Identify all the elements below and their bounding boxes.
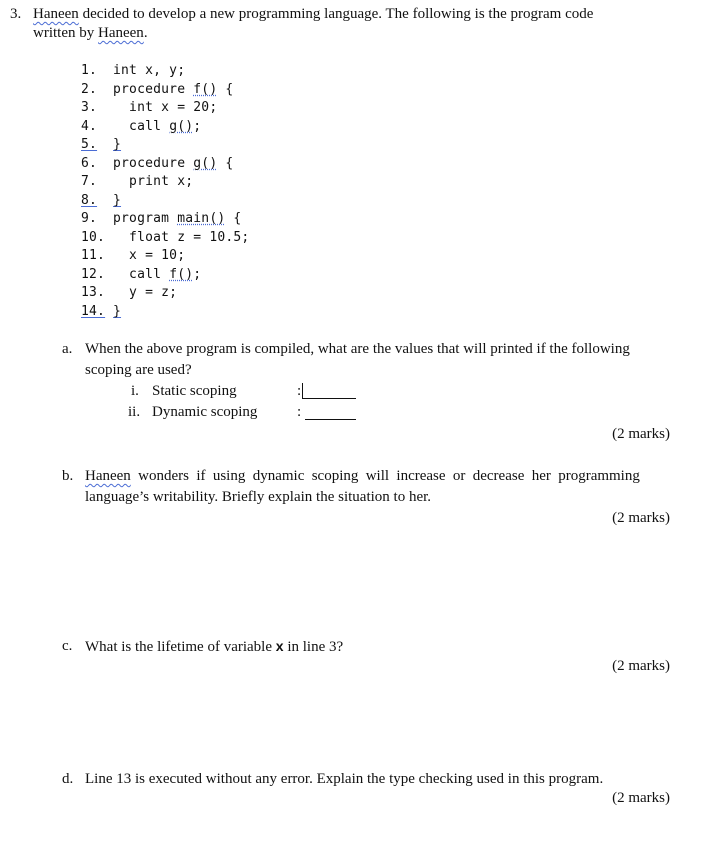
code-line xyxy=(113,174,193,189)
name-haneen: Haneen xyxy=(33,6,79,22)
part-a-item-i-sep: : xyxy=(297,383,302,399)
part-a-item-ii-text: Dynamic scoping xyxy=(152,404,258,420)
code-text: procedure xyxy=(113,82,194,97)
code-text: } xyxy=(113,304,122,319)
part-a-item-ii-num: ii. xyxy=(128,404,141,420)
code-line xyxy=(113,156,233,171)
code-line-number: 8. xyxy=(81,193,98,208)
code-function-name: g() xyxy=(169,119,194,134)
question-intro-line2: written by Haneen. xyxy=(33,25,148,41)
part-c-marks: (2 marks) xyxy=(612,658,670,674)
text-cursor xyxy=(302,383,303,399)
name-haneen-2: Haneen xyxy=(98,25,144,41)
code-line-number: 14. xyxy=(81,304,106,319)
code-text: ; xyxy=(193,267,202,282)
code-line-number: 4. xyxy=(81,119,98,134)
code-line-number: 1. xyxy=(81,63,98,78)
part-a-question-line2: scoping are used? xyxy=(85,362,192,378)
part-a-item-ii-sep: : xyxy=(297,404,302,420)
code-line xyxy=(113,285,177,300)
variable-x: x xyxy=(275,638,284,654)
code-function-name: f() xyxy=(169,267,194,282)
code-line-number: 5. xyxy=(81,137,98,152)
code-text: } xyxy=(113,193,122,208)
code-line xyxy=(113,248,185,263)
code-function-name: f() xyxy=(193,82,218,97)
question-number: 3. xyxy=(10,6,22,22)
code-line-number: 9. xyxy=(81,211,98,226)
part-a-question-line1: When the above program is compiled, what are the values that will printed if the following xyxy=(85,341,630,357)
code-text: call xyxy=(113,267,170,282)
code-line-number: 13. xyxy=(81,285,106,300)
code-text: program xyxy=(113,211,178,226)
code-text: } xyxy=(113,137,122,152)
part-c-label: c. xyxy=(62,638,73,654)
code-text: ; xyxy=(193,119,202,134)
code-line-number: 3. xyxy=(81,100,98,115)
code-line xyxy=(113,230,249,245)
code-text: { xyxy=(217,82,234,97)
part-d-question: Line 13 is executed without any error. Explain the type checking used in this program. xyxy=(85,771,604,787)
part-d-marks: (2 marks) xyxy=(612,790,670,806)
code-line-number: 12. xyxy=(81,267,106,282)
part-b-label: b. xyxy=(62,468,74,484)
code-text: call xyxy=(113,119,170,134)
part-a-label: a. xyxy=(62,341,73,357)
name-haneen-3: Haneen xyxy=(85,468,131,484)
code-line xyxy=(113,193,121,208)
part-b-question-line1: Haneen wonders if using dynamic scoping will increase or decrease her programming xyxy=(85,468,640,484)
code-line-number: 11. xyxy=(81,248,106,263)
code-line xyxy=(113,82,233,97)
code-line xyxy=(113,211,241,226)
code-line-number: 6. xyxy=(81,156,98,171)
code-function-name: main() xyxy=(177,211,226,226)
part-c-question: What is the lifetime of variable x in line 3? xyxy=(85,638,344,655)
code-line xyxy=(113,304,121,319)
code-text: int x = 20; xyxy=(113,100,218,115)
code-text: procedure xyxy=(113,156,194,171)
part-b-question-line2: language’s writability. Briefly explain the situation to her. xyxy=(85,489,432,505)
part-a-item-i-text: Static scoping xyxy=(152,383,237,399)
code-line xyxy=(113,100,217,115)
dynamic-scoping-answer-blank[interactable] xyxy=(305,419,356,420)
code-text: y = z; xyxy=(113,285,178,300)
part-a-item-i-num: i. xyxy=(131,383,139,399)
code-text: int x, y; xyxy=(113,63,186,78)
part-d-label: d. xyxy=(62,771,74,787)
code-text: { xyxy=(217,156,234,171)
code-text: { xyxy=(225,211,242,226)
part-a-marks: (2 marks) xyxy=(612,426,670,442)
code-text: x = 10; xyxy=(113,248,186,263)
part-b-marks: (2 marks) xyxy=(612,510,670,526)
code-line-number: 10. xyxy=(81,230,106,245)
code-line xyxy=(113,63,185,78)
code-text: float z = 10.5; xyxy=(113,230,250,245)
code-line-number: 7. xyxy=(81,174,98,189)
code-line xyxy=(113,267,201,282)
code-line xyxy=(113,137,121,152)
static-scoping-answer-blank[interactable] xyxy=(303,398,356,399)
code-line xyxy=(113,119,201,134)
code-text: print x; xyxy=(113,174,194,189)
question-intro-line1: Haneen decided to develop a new programming language. The following is the program code xyxy=(33,6,594,22)
code-function-name: g() xyxy=(193,156,218,171)
code-line-number: 2. xyxy=(81,82,98,97)
